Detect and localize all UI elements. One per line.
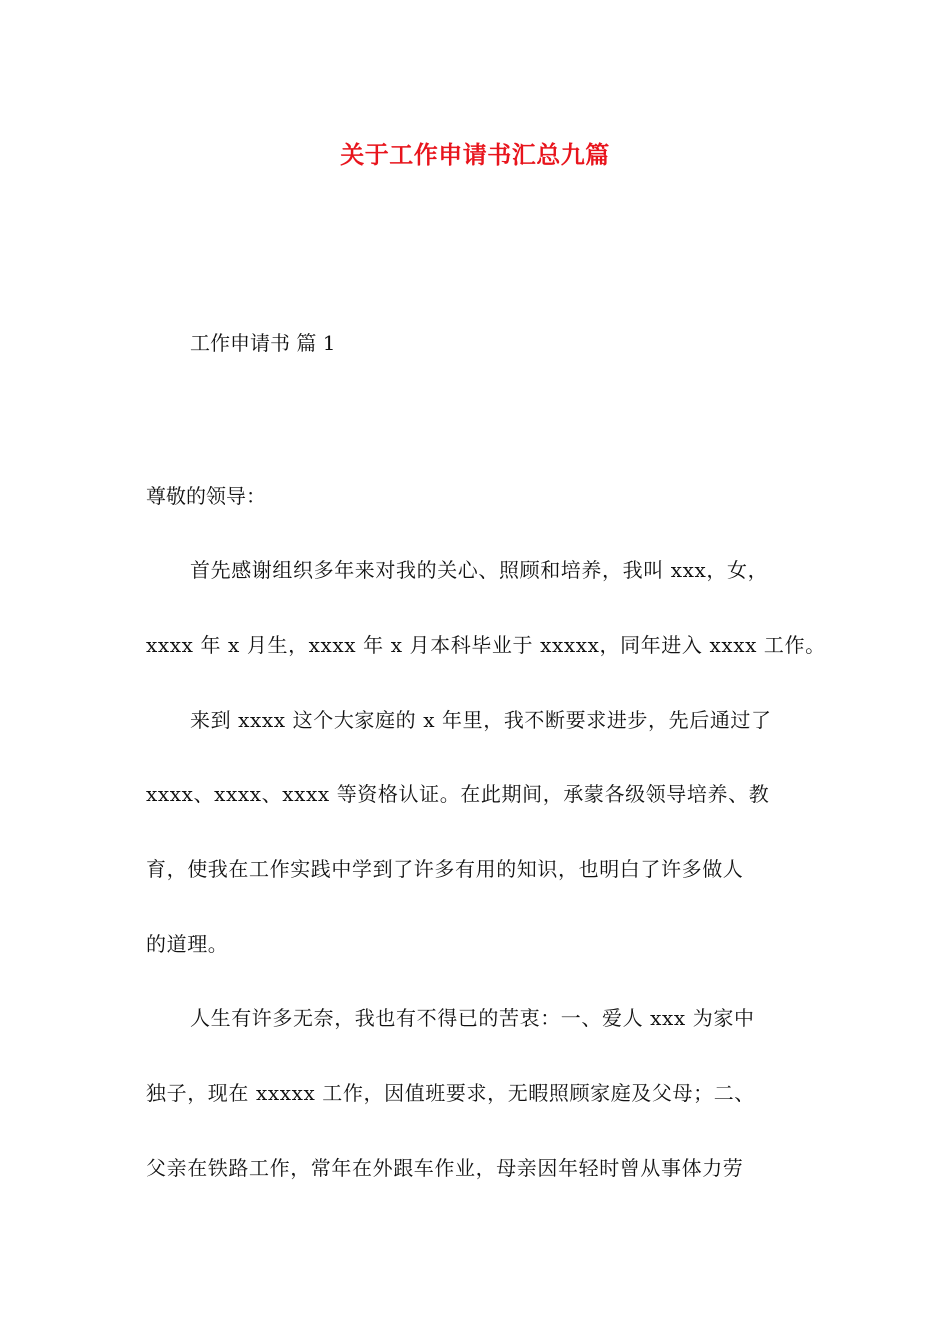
body-line: 育，使我在工作实践中学到了许多有用的知识，也明白了许多做人 [146,857,744,881]
section-heading: 工作申请书 篇 1 [190,331,336,355]
body-line: 人生有许多无奈，我也有不得已的苦衷：一、爱人 xxx 为家中 [190,1006,755,1030]
body-line: 首先感谢组织多年来对我的关心、照顾和培养，我叫 xxx，女， [190,558,769,582]
body-line: 父亲在铁路工作，常年在外跟车作业，母亲因年轻时曾从事体力劳 [146,1156,744,1180]
body-line: 来到 xxxx 这个大家庭的 x 年里，我不断要求进步，先后通过了 [190,708,772,732]
document-title: 关于工作申请书汇总九篇 [340,140,610,169]
body-line: 独子，现在 xxxxx 工作，因值班要求，无暇照顾家庭及父母；二、 [146,1081,755,1105]
body-line: xxxx 年 x 月生，xxxx 年 x 月本科毕业于 xxxxx，同年进入 xxxx 工作。 [146,633,826,657]
body-line: 的道理。 [146,932,229,956]
salutation: 尊敬的领导： [146,484,266,508]
body-line: xxxx、xxxx、xxxx 等资格认证。在此期间，承蒙各级领导培养、教 [146,782,770,806]
